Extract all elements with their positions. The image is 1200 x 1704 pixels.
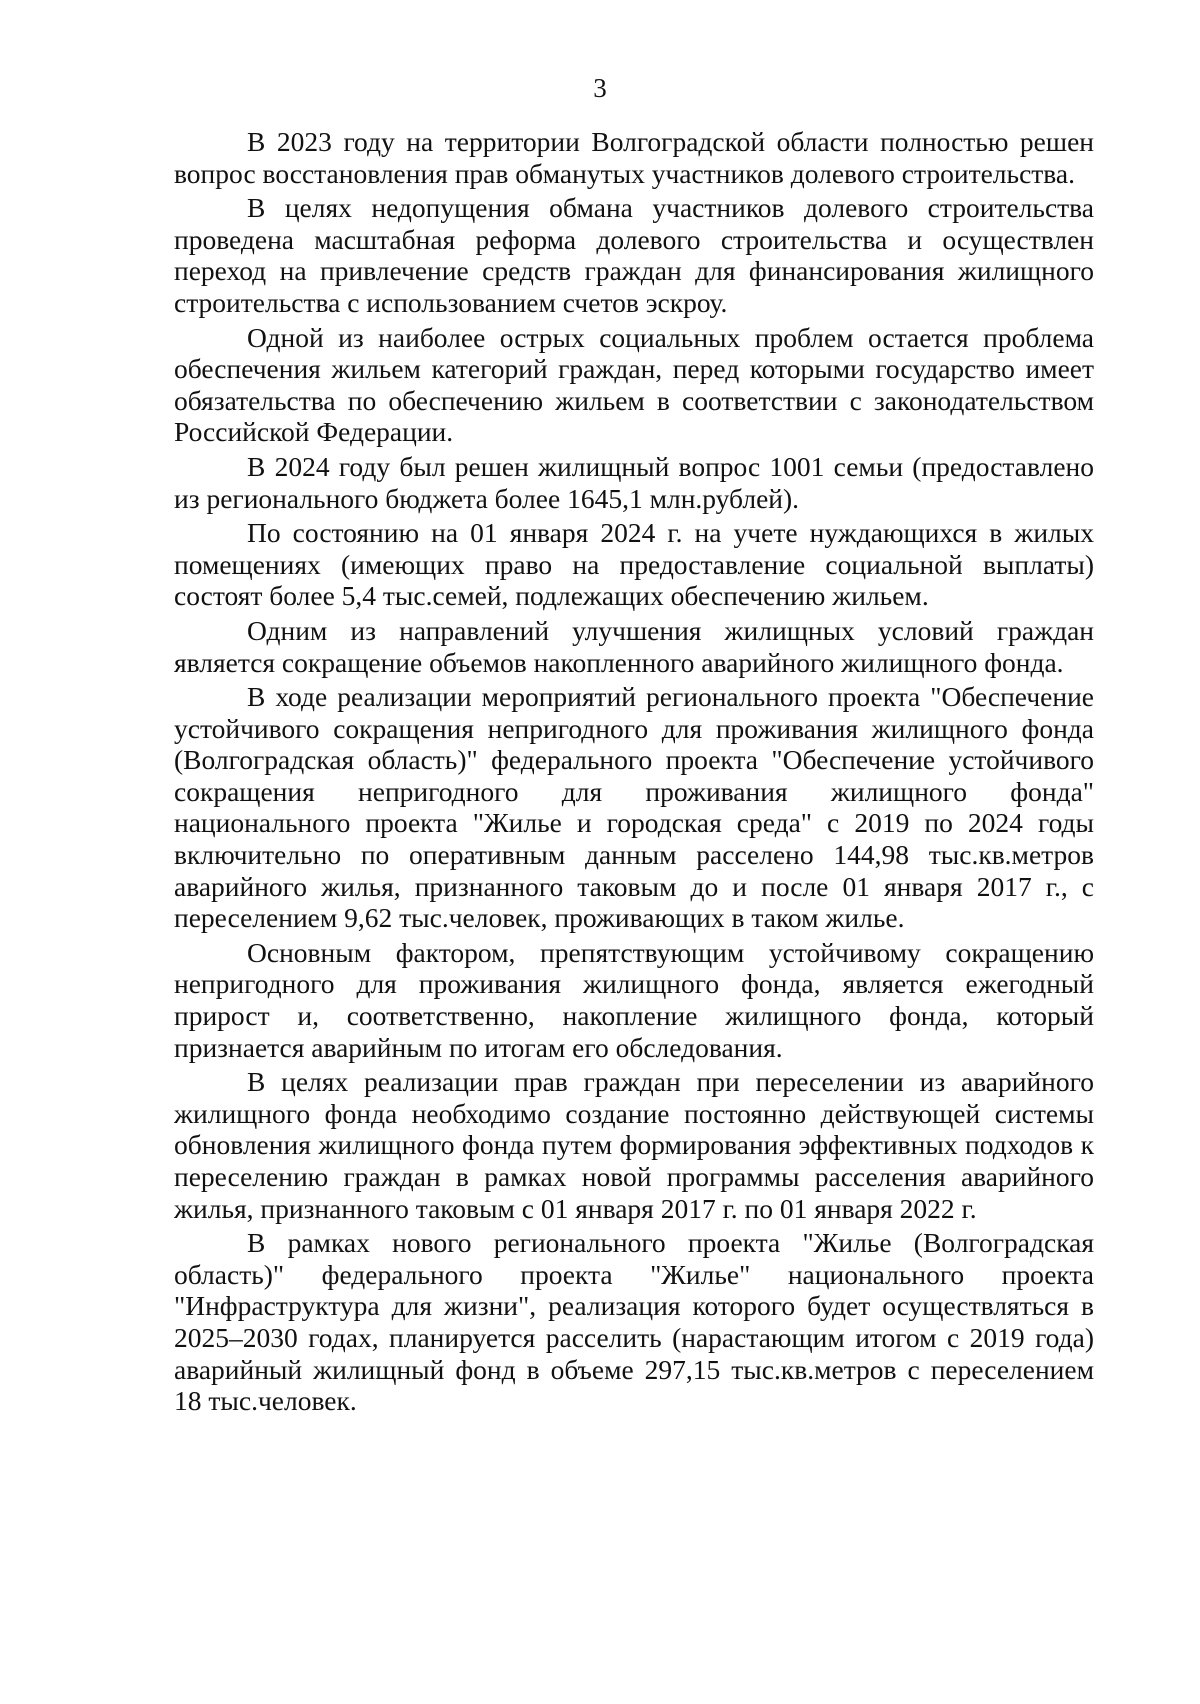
paragraph: По состоянию на 01 января 2024 г. на учете нуждающихся в жилых помещениях (имеющих право на предоставление социальной выплаты) состоят более 5,4 тыс.семей, подлежащих обеспечению жильем. bbox=[174, 517, 1094, 612]
paragraph: Одним из направлений улучшения жилищных условий граждан является сокращение объемов накопленного аварийного жилищного фонда. bbox=[174, 614, 1094, 678]
paragraph: Основным фактором, препятствующим устойчивому сокращению непригодного для проживания жилищного фонда, является ежегодный прирост и, соответственно, накопление жилищного фонда, который признается аварийным по итогам его обследования. bbox=[174, 936, 1094, 1063]
page-number: 3 bbox=[593, 73, 607, 103]
paragraph: В 2023 году на территории Волгоградской области полностью решен вопрос восстановления прав обманутых участников долевого строительства. bbox=[174, 126, 1094, 189]
paragraph: В ходе реализации мероприятий регионального проекта "Обеспечение устойчивого сокращения непригодного для проживания жилищного фонда (Волгоградская область)" федерального проекта "Обеспечение устойчивого сокращения непригодного для проживания жилищного фонда" национального проекта "Жилье и городская среда" с 2019 по 2024 годы включительно по оперативным данным расселено 144,98 тыс.кв.метров аварийного жилья, признанного таковым до и после 01 января 2017 г., с переселением 9,62 тыс.человек, проживающих в таком жилье. bbox=[174, 681, 1094, 934]
paragraph: В целях недопущения обмана участников долевого строительства проведена масштабная реформа долевого строительства и осуществлен переход на привлечение средств граждан для финансирования жилищного строительства с использованием счетов эскроу. bbox=[174, 192, 1094, 318]
paragraph: В целях реализации прав граждан при переселении из аварийного жилищного фонда необходимо создание постоянно действующей системы обновления жилищного фонда путем формирования эффективных подходов к переселению граждан в рамках новой программы расселения аварийного жилья, признанного таковым с 01 января 2017 г. по 01 января 2022 г. bbox=[174, 1066, 1094, 1224]
paragraph: В рамках нового регионального проекта "Жилье (Волгоградская область)" федерального проекта "Жилье" национального проекта "Инфраструктура для жизни", реализация которого будет осуществляться в 2025–2030 годах, планируется расселить (нарастающим итогом с 2019 года) аварийный жилищный фонд в объеме 297,15 тыс.кв.метров с переселением 18 тыс.человек. bbox=[174, 1227, 1094, 1417]
paragraph: В 2024 году был решен жилищный вопрос 1001 семьи (предоставлено из регионального бюджета более 1645,1 млн.рублей). bbox=[174, 450, 1094, 514]
paragraph: Одной из наиболее острых социальных проблем остается проблема обеспечения жильем категорий граждан, перед которыми государство имеет обязательства по обеспечению жильем в соответствии с законодательством Российской Федерации. bbox=[174, 321, 1094, 448]
document-body bbox=[174, 126, 1094, 1420]
